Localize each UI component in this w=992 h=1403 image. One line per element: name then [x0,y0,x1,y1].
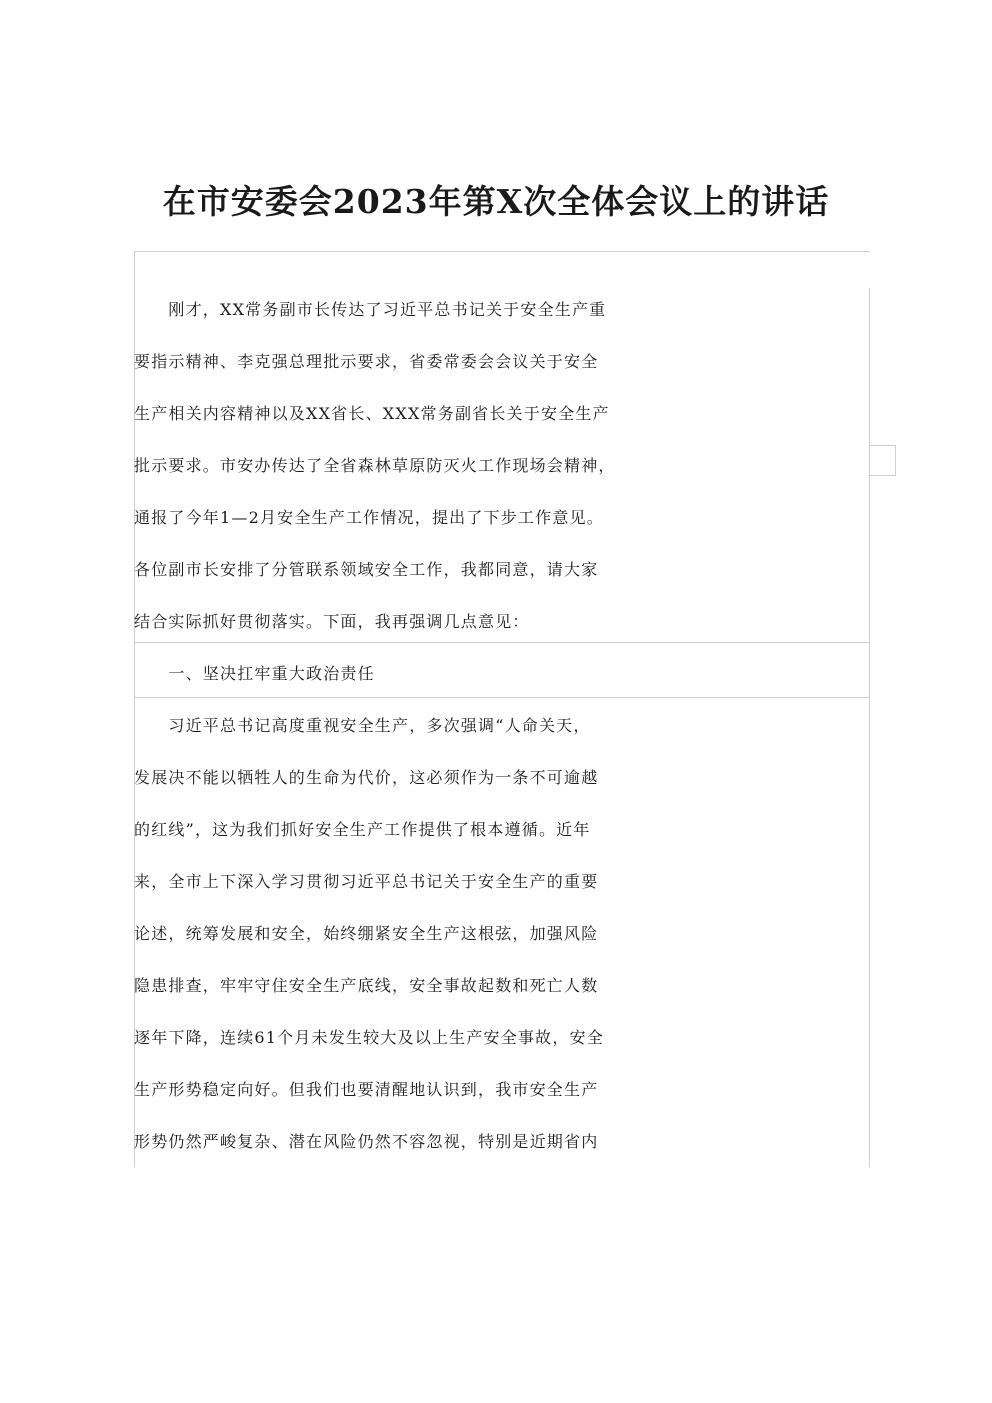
margin-mark [870,445,896,446]
text-line: 生产相关内容精神以及XX省长、XXX常务副省长关于安全生产 [134,404,610,423]
section-heading: 一、坚决扛牢重大政治责任 [134,664,375,683]
text-line: 生产形势稳定向好。但我们也要清醒地认识到，我市安全生产 [134,1080,599,1099]
page-title: 在市安委会2023年第X次全体会议上的讲话 [162,182,830,221]
text-line: 论述，统筹发展和安全，始终绷紧安全生产这根弦，加强风险 [134,924,599,943]
text-line: 各位副市长安排了分管联系领域安全工作，我都同意，请大家 [134,560,599,579]
frame-top-line [134,251,870,252]
text-line: 形势仍然严峻复杂、潜在风险仍然不容忽视，特别是近期省内 [134,1132,599,1151]
text-line: 结合实际抓好贯彻落实。下面，我再强调几点意见： [134,612,530,631]
text-line: 刚才，XX常务副市长传达了习近平总书记关于安全生产重 [134,300,607,319]
text-line: 隐患排查，牢牢守住安全生产底线，安全事故起数和死亡人数 [134,976,599,995]
text-line: 通报了今年1—2月安全生产工作情况，提出了下步工作意见。 [134,508,604,527]
text-line: 习近平总书记高度重视安全生产，多次强调“人命关天， [134,716,591,735]
margin-mark [870,475,896,476]
text-line: 来，全市上下深入学习贯彻习近平总书记关于安全生产的重要 [134,872,599,891]
text-line: 要指示精神、李克强总理批示要求，省委常委会会议关于安全 [134,352,599,371]
text-line: 批示要求。市安办传达了全省森林草原防灭火工作现场会精神， [134,456,616,475]
text-line: 逐年下降，连续61个月未发生较大及以上生产安全事故，安全 [134,1028,604,1047]
body-text [134,280,870,1165]
margin-mark [895,445,896,476]
text-line: 发展决不能以牺牲人的生命为代价，这必须作为一条不可逾越 [134,768,599,787]
text-line: 的红线”，这为我们抓好安全生产工作提供了根本遵循。近年 [134,820,591,839]
